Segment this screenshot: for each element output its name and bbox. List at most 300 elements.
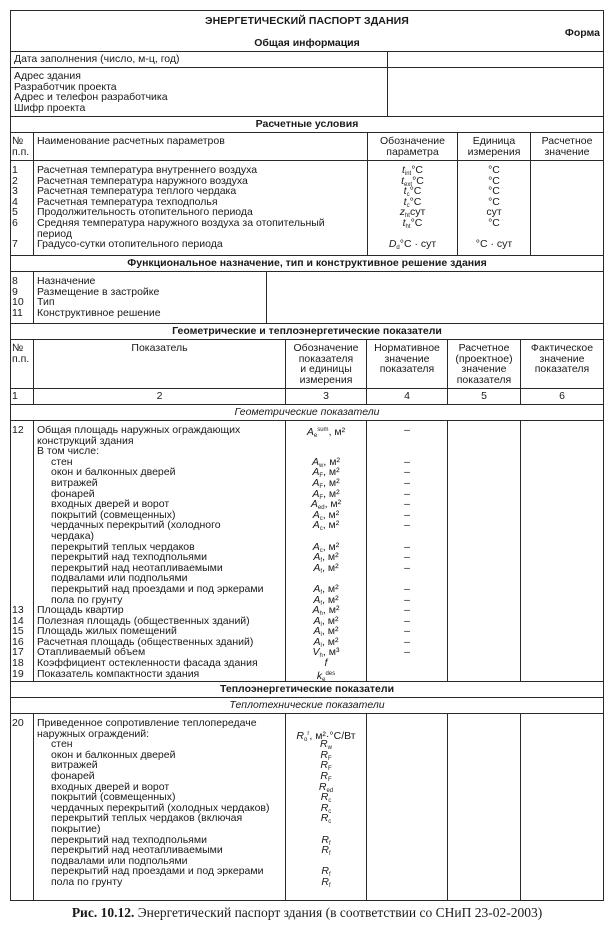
row-number: 10 [12,296,24,309]
row-number [12,782,32,793]
unit: °C [488,164,500,176]
row-number [12,813,32,824]
header-line: Расчетное [458,342,510,354]
symbol-subscript: l [320,632,322,639]
symbol: f [324,657,328,670]
symbol-subscript: ed [326,787,334,794]
symbol: k [316,669,323,682]
symbol-cell [289,718,363,729]
indicator-name: Показатель компактности здания [37,667,200,680]
caption-text: Энергетический паспорт здания (в соответствии со СНиП 23-02-2003) [137,905,543,920]
row-number: 11 [12,306,23,319]
row-number: 16 [12,635,24,648]
row-number: 17 [12,646,24,659]
unit: , м² [322,508,340,521]
parameter-name: Средняя температура наружного воздуха за отопительный [37,216,325,229]
unit: , м² [323,476,340,489]
normative-value: – [404,561,410,574]
normative-value [370,531,444,542]
thermal-calc-field[interactable] [448,714,521,900]
symbol: R [320,769,328,782]
unit: °C [411,164,424,176]
symbol-subscript: c [406,192,410,199]
functional-name-column [34,272,267,323]
symbol-subscript: e [322,676,326,683]
symbol-cell [371,218,454,229]
ind-col-norm-header [367,340,448,388]
header-line: значение [461,363,507,376]
col-number-1: 1 [11,389,34,404]
unit: сут [409,206,426,219]
normative-value: – [404,582,410,595]
row-number: 9 [12,285,18,298]
symbol: A [312,508,320,521]
symbol: A [310,498,318,511]
row-number [12,760,32,771]
unit: , м² [322,561,339,574]
header-line: измерения [299,373,353,386]
geometric-fact-field[interactable] [521,421,603,681]
functional-item: Тип [37,296,55,309]
indicator-name: витражей [51,759,98,772]
ind-col-calc-header [448,340,521,388]
row-number: 12 [12,424,24,436]
parameter-name: Градусо-сутки отопительного периода [37,238,223,251]
col-unit-header-line2: измерения [467,145,521,158]
symbol-subscript: c [406,202,410,209]
unit: , м² [322,540,340,553]
symbol: A [313,582,321,595]
unit: , м² [322,582,339,595]
symbol: R [320,812,329,825]
symbol: A [312,466,320,479]
symbol-subscript: ht [405,223,411,230]
col-value-header-line1: Расчетное [541,135,593,147]
normative-value: – [404,635,410,648]
row-number [12,584,32,595]
col-number-2: 2 [34,389,286,404]
fill-date-row [11,52,603,68]
thermal-no-column [11,714,34,900]
building-address-label: Адрес здания [14,70,81,82]
symbol: R [320,791,329,804]
row-number [12,729,32,740]
normative-value: – [404,455,410,468]
indicator-name: Расчетная площадь (общественных зданий) [37,635,254,648]
unit: сут [486,206,502,219]
row-number [12,563,32,574]
row-number [12,739,32,750]
unit: , м² [322,519,340,532]
thermal-norm-field[interactable] [367,714,448,900]
row-number [12,446,32,457]
indicator-name: стен [51,738,73,751]
symbol-subscript: f [328,840,331,847]
symbol-subscript: f [328,882,331,889]
indicator-name: В том числе: [37,445,100,458]
indicator-name: окон и балконных дверей [51,466,176,479]
symbol: A [313,551,321,564]
col-no-header-line2: п.п. [12,145,30,158]
conditions-unit-column [458,161,531,255]
row-number [12,489,32,500]
indicator-name: пола по грунту [51,593,123,606]
col-unit-header-line1: Единица [472,135,516,147]
indicator-name: фонарей [51,769,95,782]
unit: , м² [321,614,339,627]
indicator-name: витражей [51,476,98,489]
symbol-subscript: F [327,776,332,783]
symbol: A [313,614,321,627]
symbol: t [401,174,405,187]
form-label: Форма [564,27,600,39]
unit: °C [410,216,423,229]
functional-item: Конструктивное решение [37,306,161,319]
conditions-heading: Расчетные условия [11,117,603,133]
normative-value: – [404,646,410,659]
row-number [12,803,32,814]
row-number [12,866,32,877]
indicator-name: перекрытий над техподпольями [51,551,207,564]
symbol: R [321,865,329,878]
unit: , м² [322,593,339,606]
header-line: значение [539,352,585,365]
symbol-subscript: o [304,736,308,743]
symbol: A [313,593,321,606]
conditions-header-row [11,133,603,161]
header-line: и единицы [300,363,352,376]
indicator-name: Общая площадь наружных ограждающих [37,424,241,436]
normative-value: – [404,614,410,627]
symbol-subscript: f [328,851,331,858]
parameter-name: Расчетная температура теплого чердака [37,185,237,198]
functional-no-column [11,272,34,323]
symbol: A [313,625,321,638]
row-number [12,845,32,856]
indicator-name: Отапливаемый объем [37,646,146,659]
row-number: 3 [12,185,18,198]
header-line: показателя [298,352,354,365]
symbol-subscript: l [320,642,322,649]
symbol: A [312,604,320,617]
row-number [12,750,32,761]
indicator-name: Приведенное сопротивление теплопередаче [37,717,257,729]
thermal-body [11,714,603,901]
header-line: значение [384,352,430,365]
header-line: показателя [379,363,435,376]
indicator-name: покрытие) [51,822,101,835]
unit: , м² [323,455,340,468]
ind-col-no-line2: п.п. [12,352,30,365]
indicator-name: пола по грунту [51,875,123,888]
symbol-subscript: ed [317,505,325,512]
unit: , м² [328,426,346,438]
project-code-label: Шифр проекта [14,101,86,114]
symbol-superscript: sum [317,427,329,433]
symbol-subscript: w [327,745,332,752]
symbol-cell [289,425,363,439]
indicator-name: подвалами или подпольями [51,572,188,585]
unit: °C · сут [399,238,437,251]
symbol: A [312,455,320,468]
parameter-name-cont: период [37,227,72,240]
symbol-subscript: e [313,433,318,439]
unit: , м² [321,635,339,648]
symbol: t [403,185,407,198]
row-number: 5 [12,206,18,219]
col-value-header-line2: значение [544,145,590,158]
row-number [12,499,32,510]
symbol: R [318,780,327,793]
thermal-symbol-column [286,714,367,900]
col-number-6: 6 [559,390,565,402]
conditions-name-column [34,161,368,255]
indicator-name: Площадь жилых помещений [37,625,177,638]
caption-prefix: Рис. 10.12. [71,905,135,920]
row-number: 8 [12,275,18,287]
indicators-header-row [11,340,603,389]
row-number [12,467,32,478]
symbol-subscript: h [319,653,323,660]
col-name-header: Наименование расчетных параметров [34,133,368,160]
symbol-subscript: c [319,547,323,554]
functional-item: Размещение в застройке [37,285,160,298]
symbol-subscript: c [328,808,332,815]
header-line: Обозначение [293,342,359,354]
indicator-name: покрытий (совмещенных) [51,508,176,521]
symbol-subscript: c [319,515,323,522]
thermal-fact-field[interactable] [521,714,603,900]
unit: °C [409,195,422,208]
header-line: Фактическое [530,342,594,354]
geometric-name-column [34,421,286,681]
symbol-subscript: F [327,755,332,762]
symbol: R [320,748,328,761]
symbol-subscript: f [320,600,323,607]
row-number: 2 [12,174,18,187]
unit: , м³ [322,646,340,659]
symbol: R [296,729,305,742]
ind-col-no-line1: № [12,342,24,354]
unit: °C [488,185,500,198]
symbol: z [399,206,405,219]
row-number [12,877,32,888]
fill-date-label: Дата заполнения (число, м-ц, год) [11,52,388,67]
symbol: A [313,561,321,574]
symbol-subscript: d [396,245,400,252]
normative-value: – [404,498,410,511]
column-numbers-row [11,389,603,405]
normative-value: – [404,508,410,521]
symbol: R [320,759,328,772]
functional-heading: Функциональное назначение, тип и конструктивное решение здания [11,256,603,272]
normative-value: – [404,424,410,436]
symbol-subscript: c [319,526,323,533]
header-line: (проектное) [455,352,513,365]
conditions-body [11,161,603,256]
symbol: t [402,216,406,229]
symbol: A [312,540,320,553]
symbol: V [312,646,320,659]
fill-date-field[interactable] [388,52,603,67]
unit: °C [409,185,422,198]
row-number [12,457,32,468]
indicator-name: перекрытий над техподпольями [51,833,207,846]
symbol-subscript: F [327,766,332,773]
row-number [12,520,32,531]
symbol-subscript: w [319,462,324,469]
unit: , м² [322,604,340,617]
symbol-subscript: ext [404,181,413,188]
header-line: показателя [534,363,590,376]
normative-value [370,669,444,680]
symbol: A [312,487,320,500]
indicator-name: Коэффициент остекленности фасада здания [37,657,258,670]
normative-value: – [404,625,410,638]
row-number [12,835,32,846]
symbol-subscript: F [319,473,324,480]
conditions-value-field[interactable] [531,161,603,255]
symbol: R [321,875,329,888]
ind-col-fact-header [521,340,603,388]
row-number: 13 [12,604,24,617]
parameter-name: Расчетная температура наружного воздуха [37,174,248,187]
unit: , м² [324,498,342,511]
indicator-name: Площадь квартир [37,604,124,617]
row-number [12,573,32,584]
ind-col-name-header: Показатель [34,340,286,388]
indicator-name: чердака) [51,529,95,542]
symbol-subscript: int [404,171,412,177]
indicator-name: конструкций здания [37,434,134,447]
row-number [12,856,32,867]
functional-body [11,272,603,324]
conditions-symbol-column [368,161,458,255]
col-unit-header [458,133,531,160]
symbol-superscript: des [325,670,336,677]
indicator-name: перекрытий над проездами и под эркерами [51,865,264,878]
col-no-header-line1: № [12,135,24,147]
indicator-name: перекрытий над неотапливаемыми [51,844,223,857]
geometric-norm-column [367,421,448,681]
normative-value: – [404,593,410,606]
symbol-subscript: f [320,568,323,575]
indicator-name: перекрытий теплых чердаков [51,540,195,553]
symbol-subscript: F [319,483,324,490]
indicator-name: перекрытий над проездами и под эркерами [51,582,264,595]
unit: , м² [323,466,340,479]
row-number: 1 [12,164,18,176]
parameter-name: Расчетная температура техподполья [37,195,218,208]
parameter-name: Продолжительность отопительного периода [37,206,253,219]
indicators-heading: Геометрические и теплоэнергетические показатели [11,324,603,340]
symbol: R [321,844,329,857]
row-number: 18 [12,657,24,670]
unit: , м² [322,551,339,564]
row-number [12,824,32,835]
thermal-heading: Теплоэнергетические показатели [11,682,603,698]
symbol-subscript: h [319,611,323,618]
symbol-subscript: ht [404,213,410,220]
thermal-name-column [34,714,286,900]
geometric-symbol-column [286,421,367,681]
indicator-name: наружных ограждений: [37,727,150,740]
row-number [12,531,32,542]
unit: , м²·°С/Вт [309,729,356,742]
symbol-superscript: r [307,730,310,737]
indicator-name: Полезная площадь (общественных зданий) [37,614,250,627]
indicator-name: перекрытий над неотапливаемыми [51,561,223,574]
normative-value: – [404,519,410,532]
unit: °C [488,174,500,187]
geometric-heading: Геометрические показатели [11,405,603,421]
normative-value: – [404,476,410,489]
unit: °C · сут [475,238,513,251]
header-line: Нормативное [374,342,440,354]
energy-passport-form [10,10,604,901]
symbol: R [320,801,329,814]
row-number: 7 [12,238,18,251]
symbol-cell [289,877,363,888]
row-number: 20 [12,717,24,729]
unit: °C [488,195,500,208]
symbol: A [306,426,314,438]
normative-value: – [404,551,410,564]
normative-value: – [404,487,410,500]
normative-value: – [404,604,410,617]
parameter-name: Расчетная температура внутреннего воздуха [37,164,258,176]
indicator-name: фонарей [51,487,95,500]
indicator-name: чердачных перекрытий (холодного [51,519,221,532]
col-value-header [531,133,603,160]
indicator-name: входных дверей и ворот [51,780,170,793]
symbol-subscript: c [328,819,332,826]
project-info-field[interactable] [388,68,603,116]
general-info-heading: Общая информация [254,37,360,49]
col-symbol-header-line1: Обозначение [380,135,445,147]
ind-col-no-header [11,340,34,388]
project-info-labels [11,68,388,116]
functional-value-field[interactable] [267,272,603,323]
col-symbol-header-line2: параметра [386,145,439,158]
developer-contact-label: Адрес и телефон разработчика [14,91,168,104]
conditions-no-column [11,161,34,255]
symbol-subscript: F [319,494,324,501]
indicator-name: подвалами или подпольями [51,854,188,867]
indicator-name: перекрытий теплых чердаков (включая [51,812,243,825]
unit: °C [488,216,500,229]
geometric-calc-field[interactable] [448,421,521,681]
symbol-cell [289,669,363,683]
row-number [12,478,32,489]
symbol-subscript: f [328,872,331,879]
col-no-header [11,133,34,160]
row-number: 15 [12,625,24,638]
symbol: t [401,164,405,176]
symbol: R [320,738,328,751]
geometric-body [11,421,603,682]
normative-value: – [404,466,410,479]
row-number [12,792,32,803]
col-number-5: 5 [448,389,521,404]
row-number [12,436,32,447]
row-number [12,771,32,782]
indicator-name: входных дверей и ворот [51,498,170,511]
symbol-subscript: l [320,621,322,628]
thermal-subheading: Теплотехнические показатели [11,698,603,714]
symbol: A [313,635,321,648]
col-symbol-header [368,133,458,160]
